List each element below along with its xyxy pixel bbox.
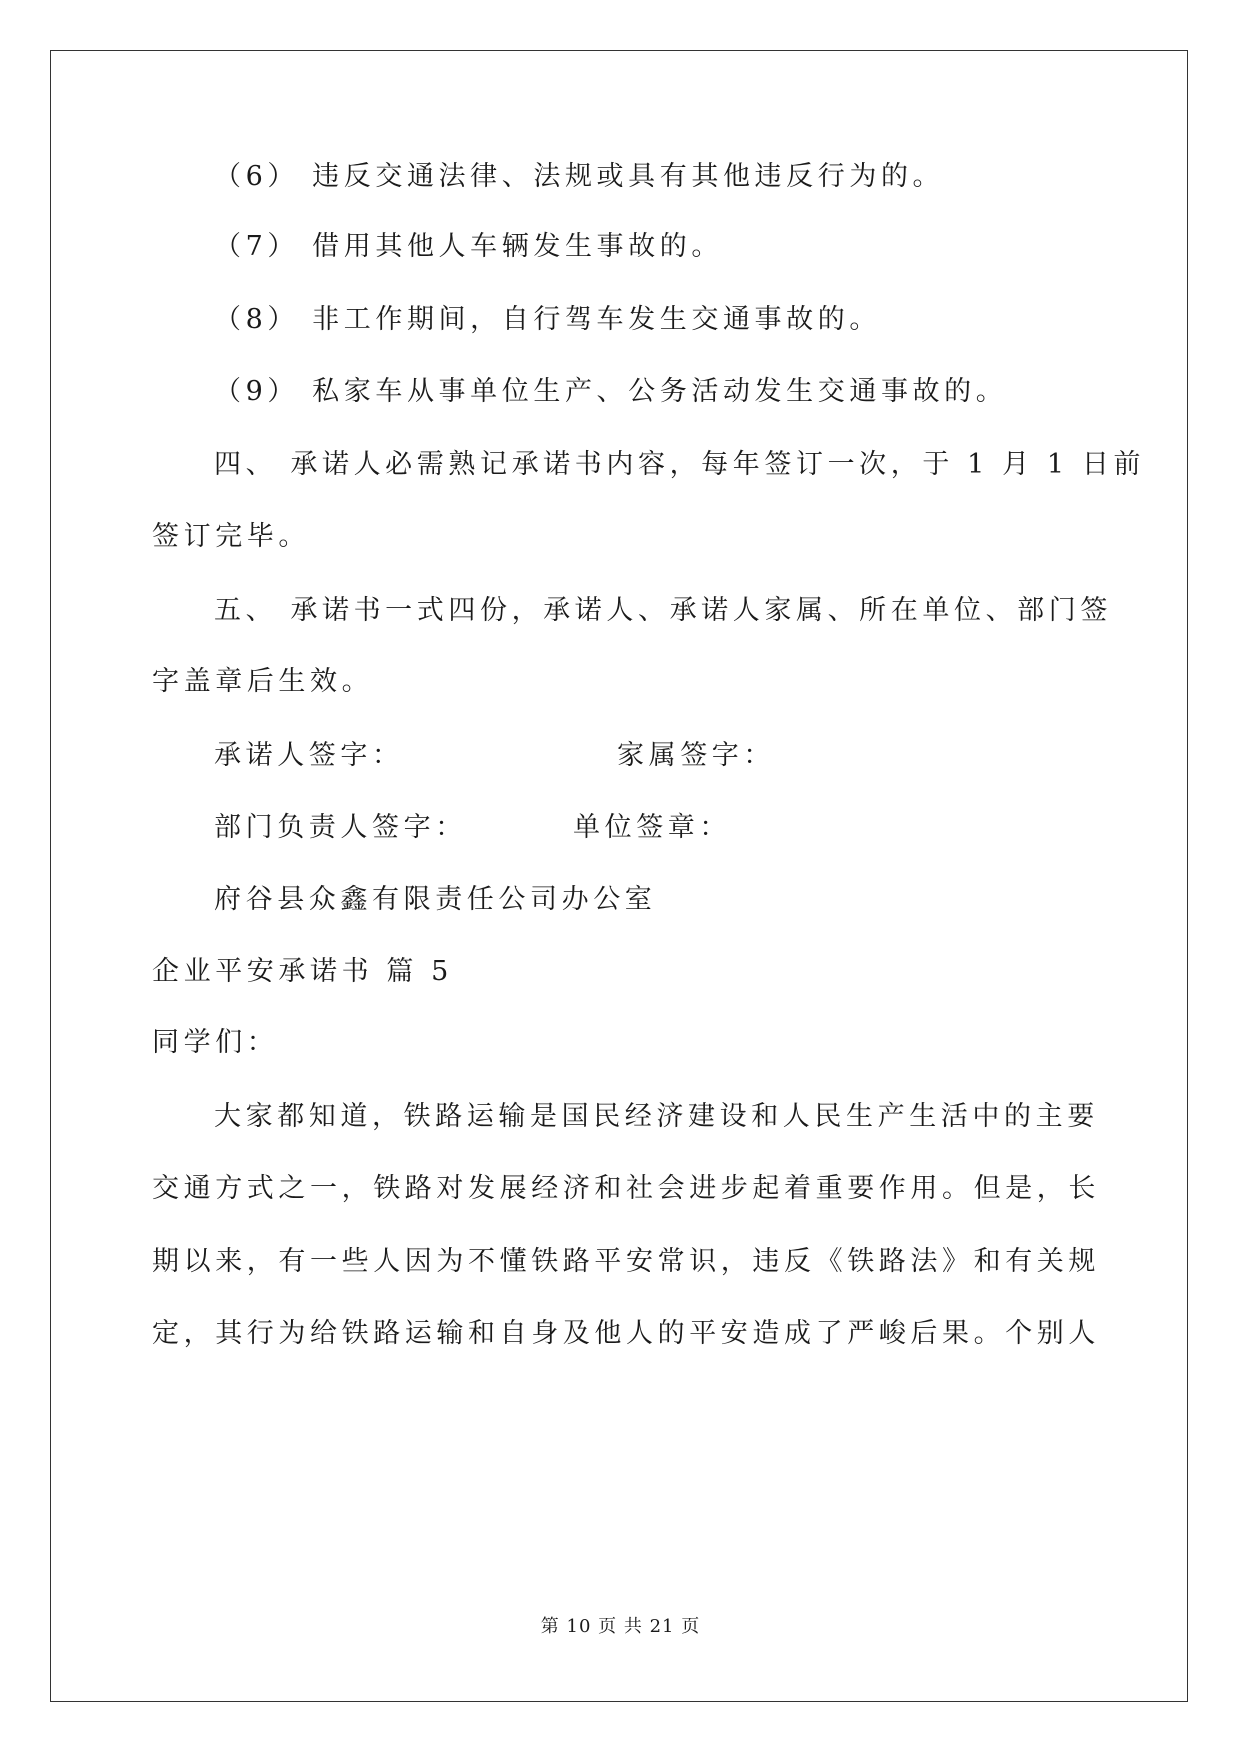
body-line: 定，其行为给铁路运输和自身及他人的平安造成了严峻后果。个别人 [152, 1318, 1100, 1349]
paragraph-four-line1: 四、 承诺人必需熟记承诺书内容，每年签订一次，于 1 月 1 日前 [214, 449, 1146, 480]
page-border [50, 50, 1188, 1702]
paragraph-four-line2: 签订完毕。 [152, 521, 310, 552]
body-line: 交通方式之一，铁路对发展经济和社会进步起着重要作用。但是，长 [152, 1173, 1100, 1204]
list-item: （9） 私家车从事单位生产、公务活动发生交通事故的。 [214, 376, 1008, 407]
list-item: （7） 借用其他人车辆发生事故的。 [214, 231, 723, 262]
body-line: 大家都知道，铁路运输是国民经济建设和人民生产生活中的主要 [214, 1101, 1099, 1132]
list-item: （8） 非工作期间，自行驾车发生交通事故的。 [214, 304, 881, 335]
section-title: 企业平安承诺书 篇 5 [152, 956, 453, 987]
paragraph-five-line1: 五、 承诺书一式四份，承诺人、承诺人家属、所在单位、部门签 [214, 595, 1112, 626]
body-line: 期以来，有一些人因为不懂铁路平安常识，违反《铁路法》和有关规 [152, 1246, 1100, 1277]
salutation: 同学们： [152, 1027, 279, 1058]
page-number-footer: 第 10 页 共 21 页 [540, 1616, 701, 1637]
list-item: （6） 违反交通法律、法规或具有其他违反行为的。 [214, 161, 945, 192]
paragraph-five-line2: 字盖章后生效。 [152, 666, 374, 697]
dept-head-signature-label: 部门负责人签字： [214, 812, 467, 843]
family-signature-label: 家属签字： [617, 740, 775, 771]
promisor-signature-label: 承诺人签字： [214, 740, 404, 771]
office-name: 府谷县众鑫有限责任公司办公室 [214, 884, 657, 915]
unit-seal-label: 单位签章： [573, 812, 731, 843]
